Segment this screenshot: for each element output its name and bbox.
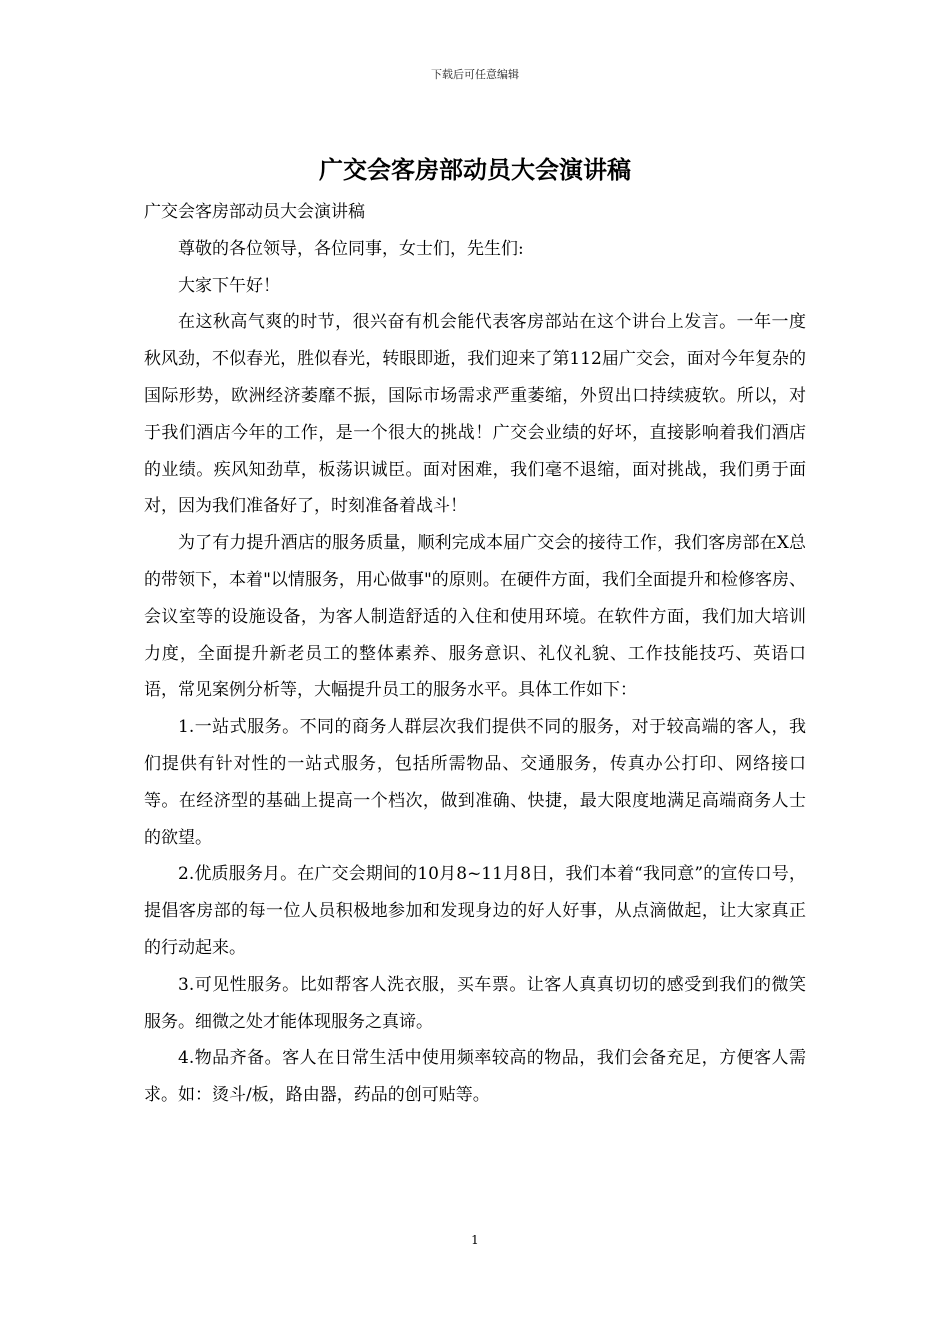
page-number: 1: [471, 1233, 479, 1247]
paragraph-greeting: 尊敬的各位领导，各位同事，女士们，先生们:: [178, 238, 524, 259]
paragraph-item-2: 2.优质服务月。在广交会期间的10月8~11月8日，我们本着“我同意”的宣传口号，提倡客房部的每一位人员积极地参加和发现身边的好人好事，从点滴做起，让大家真正的行动起来。: [144, 864, 806, 958]
paragraph-preparation: 为了有力提升酒店的服务质量，顺利完成本届广交会的接待工作，我们客房部在X总的带领下，本着"以情服务，用心做事"的原则。在硬件方面，我们全面提升和检修客房、会议室等的设施设备，为客人制造舒适的入住和使用环境。在软件方面，我们加大培训力度，全面提升新老员工的整体素养、服务意识、礼仪礼貌、工作技能技巧、英语口语，常见案例分析等，大幅提升员工的服务水平。具体工作如下：: [144, 533, 806, 701]
document-title: 广交会客房部动员大会演讲稿: [319, 156, 631, 184]
document-subtitle: 广交会客房部动员大会演讲稿: [144, 202, 365, 222]
paragraph-item-1: 1.一站式服务。不同的商务人群层次我们提供不同的服务，对于较高端的客人，我们提供有针对性的一站式服务，包括所需物品、交通服务，传真办公打印、网络接口等。在经济型的基础上提高一个档次，做到准确、快捷，最大限度地满足高端商务人士的欲望。: [144, 717, 806, 848]
paragraph-item-3: 3.可见性服务。比如帮客人洗衣服，买车票。让客人真真切切的感受到我们的微笑服务。细微之处才能体现服务之真谛。: [144, 974, 806, 1032]
paragraph-item-4: 4.物品齐备。客人在日常生活中使用频率较高的物品，我们会备充足，方便客人需求。如：烫斗/板，路由器，药品的创可贴等。: [144, 1048, 806, 1106]
document-body: [144, 194, 806, 1114]
page-header-note: 下载后可任意编辑: [431, 68, 519, 81]
paragraph-hello: 大家下午好！: [178, 275, 280, 296]
paragraph-intro: 在这秋高气爽的时节，很兴奋有机会能代表客房部站在这个讲台上发言。一年一度秋风劲，不似春光，胜似春光，转眼即逝，我们迎来了第112届广交会，面对今年复杂的国际形势，欧洲经济萎靡不振，国际市场需求严重萎缩，外贸出口持续疲软。所以，对于我们酒店今年的工作，是一个很大的挑战！广交会业绩的好坏，直接影响着我们酒店的业绩。疾风知劲草，板荡识诚臣。面对困难，我们毫不退缩，面对挑战，我们勇于面对，因为我们准备好了，时刻准备着战斗！: [144, 312, 806, 517]
